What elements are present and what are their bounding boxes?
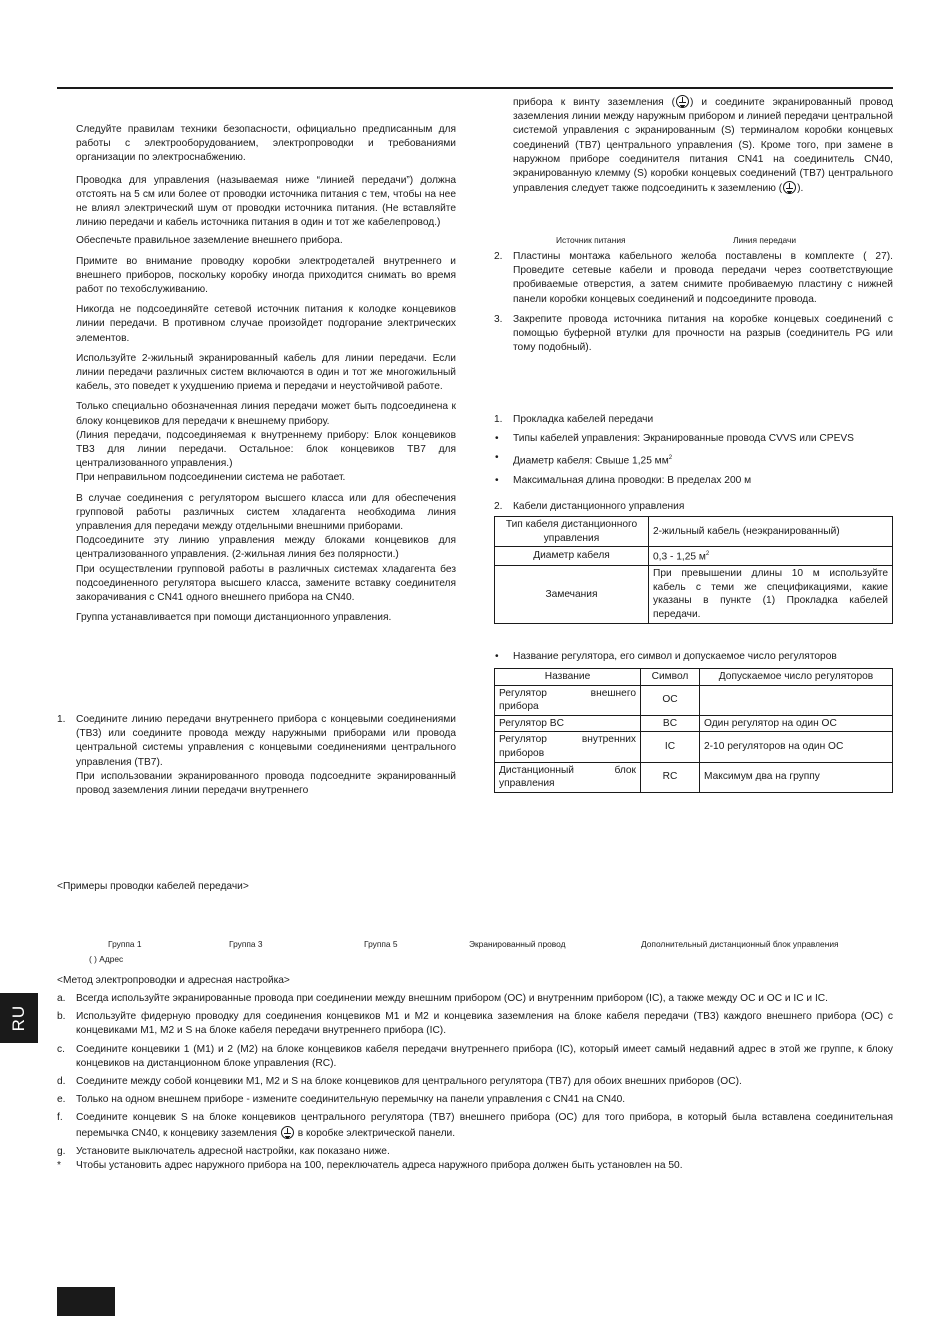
paragraph: Подсоедините эту линию управления между блоками концевиков для централизованного управления. (2-жильная линия без полярности.) [76,535,456,561]
list-item [494,432,893,446]
method-list [57,992,893,1177]
item-number: 1. [494,414,503,425]
item-text: Используйте фидерную проводку для соединения концевиков M1 и M2 и концевика заземления на блоке кабеля передачи (TB3) каждого внешнего прибора (OC) с концевиками M1, M2 и S на блоке кабеля передачи внутреннего прибора (IC). [76,1011,893,1037]
paragraph: Закрепите провода источника питания на коробке концевых соединений с помощью буферной втулки для прочности на разрыв (соединитель PG или тому подобный). [513,313,893,354]
language-tab-label: RU [8,1004,28,1032]
paragraph: Используйте 2-жильный экранированный кабель для линии передачи. Если линии передачи различных систем включаются в один и тот же многожильный кабель, это поведет к ухудшению приема и передачи и неустойчивой работе. [76,352,456,393]
table-header: Символ [641,669,700,686]
page-number-block [57,1287,115,1316]
paragraph: Примите во внимание проводку коробки электродеталей внутреннего и внешнего приборов, поскольку коробку иногда приходится снимать во время работ по техобслуживанию. [76,255,456,296]
ground-icon [783,181,796,194]
item-text: Только на одном внешнем приборе - измените соединительную перемычку на панели управления с CN41 на CN40. [76,1094,626,1106]
paragraph: Только специально обозначенная линия передачи может быть подсоединена к блоку концевиков для передачи к внешнему прибору. [76,401,456,427]
item-number: 1. [57,714,66,725]
diagram-label-group-3: Группа 3 [229,939,263,949]
table-cell: OC [641,685,700,715]
list-item [57,1093,893,1107]
item-key: * [57,1160,61,1172]
ground-icon [281,1126,294,1139]
list-item [57,1010,893,1038]
right-items [494,250,893,355]
paragraph: Обеспечьте правильное заземление внешнего прибора. [76,235,343,247]
list-item-text: Диаметр кабеля: Свыше 1,25 мм [513,455,669,467]
item-text: в коробке электрической панели. [294,1127,456,1139]
paragraph: В случае соединения с регулятором высшего класса или для обеспечения групповой работы различных систем хладагента необходима линия управления для передачи между отдельными внешними приборами. [76,492,456,533]
table-cell: 2-жильный кабель (неэкранированный) [649,517,893,547]
item-number: 3. [494,313,503,325]
item-text: Чтобы установить адрес наружного прибора на 100, переключатель адреса наружного прибора должен быть установлен на 50. [76,1160,683,1172]
table-cell: 2-10 регуляторов на один OC [700,732,893,762]
list-item [494,474,893,488]
list-item [57,1145,893,1159]
item-key: c. [57,1043,65,1055]
item-text: Установите выключатель адресной настройки, как показано ниже. [76,1145,390,1157]
left-column [76,123,456,626]
diagram-label-extra-remote: Дополнительный дистанционный блок управления [641,939,839,949]
table-cell: Регулятор BC [495,715,641,732]
table-cell: Тип кабеля дистанционного управления [495,517,649,547]
table-header: Название [495,669,641,686]
list-item-text: Максимальная длина проводки: В пределах 200 м [513,475,752,486]
section-title: Прокладка кабелей передачи [513,414,654,425]
paragraph: Пластины монтажа кабельного желоба поставлены в комплекте ( 27). Проведите сетевые кабели и провода передачи через соответствующие пробиваемые отверстия, а затем снимите пробиваемую пластину с нижней панели коробки концевых соединений и подсоедините провода. [513,251,893,305]
paragraph: При использовании экранированного провода подсоедните экранированный провод заземления линии передачи внутреннего [76,770,456,797]
table-cell: Регулятор внутренних приборов [495,732,641,762]
diagram-label-shielded-wire: Экранированный провод [469,939,566,949]
table-row [495,685,893,715]
table-cell: Максимум два на группу [700,762,893,792]
table-row [495,547,893,566]
table-row [495,762,893,792]
table-header-row [495,669,893,686]
footnote [57,1159,893,1173]
paragraph: При неправильном подсоединении система не работает. [76,472,346,484]
item-key: b. [57,1011,66,1023]
table-header: Допускаемое число регуляторов [700,669,893,686]
paragraph: (Линия передачи, подсоединяемая к внутреннему прибору: Блок концевиков TB3 для линии передачи. Остальное: блок концевиков TB7 для централизованного управления.) [76,429,456,470]
table-cell: BC [641,715,700,732]
paragraph-part: прибора к винту заземления ( [513,97,676,108]
paragraph: Группа устанавливается при помощи дистанционного управления. [76,612,392,624]
item-key: e. [57,1094,66,1106]
language-tab [0,993,38,1043]
list-item [494,451,893,469]
examples-heading: <Примеры проводки кабелей передачи> [57,881,249,892]
item-text: Всегда используйте экранированные провода при соединении между внешним прибором (OC) и внутренним прибором (IC), а также между OC и OC и IC и IC. [76,993,828,1004]
paragraph: Проводка для управления (называемая ниже “линией передачи”) должна отстоять на 5 см или более от проводки источника питания с тем, чтобы на нее не влиял электрический шум от проводки источника питания. (Не вставляйте линию передачи и кабель источника питания в один и тот же кабелепровод.) [76,174,456,229]
method-heading: <Метод электропроводки и адресная настройка> [57,975,290,986]
item-text: Соедините концевики 1 (M1) и 2 (M2) на блоке концевиков кабеля передачи внутреннего прибора (IC), который имеет самый недавний адрес в этой же группе, к блоку концевиков на дистанционном блоке управления (RC). [76,1043,893,1069]
paragraph: Никогда не подсоединяйте сетевой источник питания к колодке концевиков линии передачи. В противном случае произойдет подгорание электрических элементов. [76,304,456,344]
list-item-text: Название регулятора, его символ и допускаемое число регуляторов [513,651,837,662]
paragraph: Соедините линию передачи внутреннего прибора с концевыми соединениями (TB3) или соедините провода между наружными приборами или провода центральной системы управления с концевыми соединениями центрального управления (TB7). [76,714,456,768]
item-number: 2. [494,251,503,262]
table-cell: Дистанционный блок управления [495,762,641,792]
label-transmission-line: Линия передачи [733,235,797,245]
right-column-continuation [513,95,893,196]
paragraph-part: ). [797,183,804,195]
paragraph: При осуществлении групповой работы в различных системах хладагента без подсоединенного регулятора высшего класса, замените вставку соединителя закорачивания с CN41 одного внешнего прибора на CN40. [76,563,456,604]
list-item [57,1075,893,1089]
remote-cable-table [494,516,893,624]
table-cell: Один регулятор на один OC [700,715,893,732]
header-rule [57,87,893,89]
controller-table [494,668,893,793]
list-item [57,1111,893,1140]
left-item-1 [57,713,456,798]
cable-specs [494,413,893,514]
diagram-label-group-1: Группа 1 [108,939,142,949]
table-row [495,517,893,547]
list-item [57,1043,893,1071]
item-number: 2. [494,501,503,513]
diagram-label-group-5: Группа 5 [364,939,398,949]
table-cell: Регулятор внешнего прибора [495,685,641,715]
table-cell [700,685,893,715]
table-cell: Диаметр кабеля [495,547,649,566]
list-item [57,992,893,1006]
table-cell: RC [641,762,700,792]
item-key: f. [57,1112,63,1124]
item-text: Соедините концевик S на блоке концевиков центрального регулятора (TB7) внешнего прибора (OC) для того прибора, в который была вставлена соединительная перемычка CN40, к концевику заземления [76,1112,893,1139]
paragraph-part: ) и соедините экранированный провод заземления линии между наружным прибором и линией передачи центральной системой управления с экранированным (S) терминалом коробки концевых соединений (TB7) центрального управления (S). Кроме того, при замене в наружном приборе соединителя питания CN41 на соединитель CN40, экранированную клемму (S) коробки концевых соединений (TB7) центрального управления следует также подсоединить к заземлению ( [513,97,893,195]
list-item [494,650,912,664]
table-cell: При превышении длины 10 м используйте кабель с теми же спецификациями, какие указаны в пункте (1) Прокладка кабелей передачи. [649,566,893,623]
item-key: d. [57,1076,66,1088]
list-item-text: Типы кабелей управления: Экранированные провода CVVS или CPEVS [513,433,854,445]
cell-text: 0,3 - 1,25 м [653,551,706,563]
item-key: a. [57,993,66,1004]
table-row [495,715,893,732]
table-cell: IC [641,732,700,762]
diagram-label-address: ( ) Адрес [89,954,124,964]
label-power-source: Источник питания [556,235,626,245]
ground-icon [676,95,689,108]
item-key: g. [57,1145,66,1157]
item-text: Соедините между собой концевики M1, M2 и S на блоке концевиков для центрального регулятора (TB7) для обоих внешних приборов (OC). [76,1076,742,1088]
table-row [495,732,893,762]
table-cell: Замечания [495,566,649,623]
table-row [495,566,893,623]
superscript: 2 [705,551,710,558]
superscript: 2 [668,455,673,462]
table-cell [649,547,893,566]
section-title: Кабели дистанционного управления [513,501,685,513]
paragraph: Следуйте правилам техники безопасности, официально предписанным для работы с электрооборудованием, электропроводки и требованиями организации по электроснабжению. [76,124,456,164]
